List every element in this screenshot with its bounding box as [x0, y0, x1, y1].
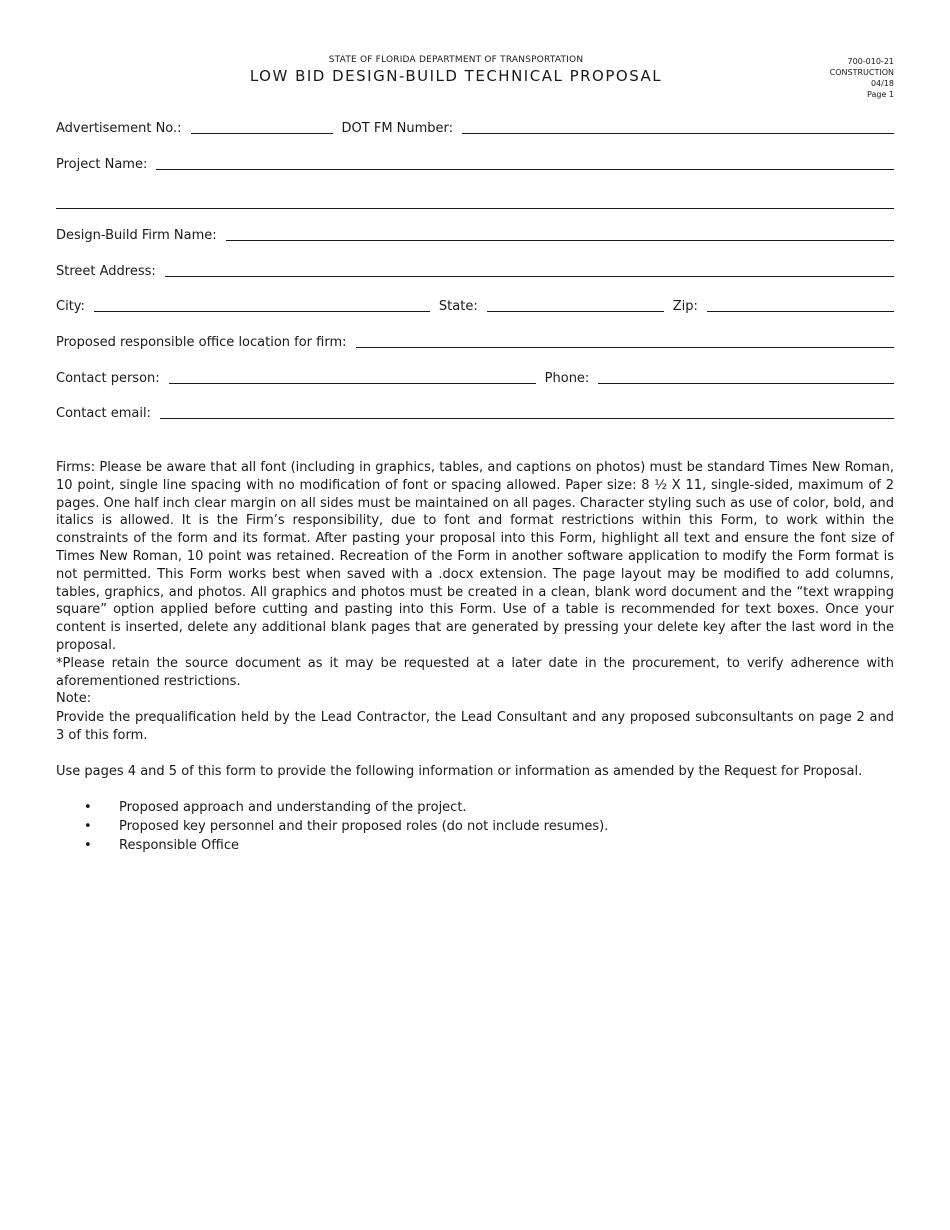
city-field[interactable]: [94, 311, 430, 312]
firm-name-row: [56, 226, 894, 244]
contact-email-label: Contact email:: [56, 406, 151, 421]
firms-paragraph: Firms: Please be aware that all font (including in graphics, tables, and captions on photos) must be standard Times New Roman, 10 point, single line spacing with no modification of font or spacing allowed. Paper size: 8 ½ X 11, single-sided, maximum of 2 pages. One half inch clear margin on all sides must be maintained on all pages. Character styling such as use of color, bold, and italics is allowed. It is the Firm’s responsibility, due to font and format restrictions within this Form, to work within the constraints of the form and its format. After pasting your proposal into this Form, highlight all text and ensure the font size of Times New Roman, 10 point was retained. Recreation of the Form in another software application to modify the Form format is not permitted. This Form works best when saved with a .docx extension. The page layout may be modified to add columns, tables, graphics, and photos. All graphics and photos must be created in a clean, blank word document and the “text wrapping square” option applied before cutting and pasting into this Form. Use of a table is recommended for text boxes. Once your content is inserted, delete any additional blank pages that are generated by pressing your delete key after the last word in the proposal.: [56, 460, 894, 653]
project-name-field-line-2[interactable]: [56, 208, 894, 209]
contact-email-field[interactable]: [160, 418, 894, 419]
office-location-label: Proposed responsible office location for firm:: [56, 335, 347, 350]
form-identifier: [830, 56, 894, 100]
firm-name-field[interactable]: [226, 240, 894, 241]
project-name-row: [56, 155, 894, 173]
bullet-icon: •: [84, 838, 92, 853]
contact-person-label: Contact person:: [56, 371, 160, 386]
agency-name: STATE OF FLORIDA DEPARTMENT OF TRANSPORTATION: [328, 55, 584, 65]
form-title: LOW BID DESIGN-BUILD TECHNICAL PROPOSAL: [249, 67, 663, 85]
zip-label: Zip:: [672, 299, 698, 314]
project-name-field[interactable]: [156, 169, 894, 170]
state-field[interactable]: [487, 311, 664, 312]
dot-fm-number-label: DOT FM Number:: [341, 121, 454, 136]
contact-email-row: [56, 404, 894, 422]
note-label: Note:: [56, 691, 92, 707]
zip-field[interactable]: [707, 311, 894, 312]
phone-field[interactable]: [598, 383, 894, 384]
street-address-field[interactable]: [165, 276, 894, 277]
advertisement-no-label: Advertisement No.:: [56, 121, 182, 136]
firm-name-label: Design-Build Firm Name:: [56, 228, 217, 243]
dot-fm-number-field[interactable]: [462, 133, 894, 134]
project-name-label: Project Name:: [56, 157, 148, 172]
list-item: • Responsible Office: [84, 838, 239, 853]
list-item: • Proposed key personnel and their proposed roles (do not include resumes).: [84, 819, 609, 834]
pages-info-text: Use pages 4 and 5 of this form to provide the following information or information as amended by the Request for Proposal.: [56, 764, 863, 779]
street-address-label: Street Address:: [56, 264, 156, 279]
phone-label: Phone:: [544, 371, 590, 386]
state-label: State:: [438, 299, 478, 314]
street-address-row: [56, 262, 894, 280]
form-number: 700-010-21: [847, 57, 894, 66]
contact-person-field[interactable]: [169, 383, 536, 384]
bullet-icon: •: [84, 800, 92, 815]
retain-note: *Please retain the source document as it may be requested at a later date in the procurement, to verify adherence with aforementioned restrictions.: [56, 655, 894, 689]
city-label: City:: [56, 299, 85, 314]
prequalification-text: Provide the prequalification held by the Lead Contractor, the Lead Consultant and any proposed subconsultants on page 2 and 3 of this form.: [56, 710, 894, 743]
city-state-zip-row: [56, 297, 894, 315]
list-item: • Proposed approach and understanding of the project.: [84, 800, 467, 815]
form-revision: 04/18: [870, 79, 894, 88]
form-category: CONSTRUCTION: [829, 68, 894, 77]
instructions-block: [56, 459, 894, 708]
info-bullet-list: [56, 798, 894, 855]
advertisement-no-field[interactable]: [191, 133, 333, 134]
bullet-icon: •: [84, 819, 92, 834]
page-number: Page 1: [867, 90, 894, 99]
advertisement-row: [56, 119, 894, 137]
office-location-field[interactable]: [356, 347, 894, 348]
office-location-row: [56, 333, 894, 351]
contact-row: [56, 369, 894, 387]
